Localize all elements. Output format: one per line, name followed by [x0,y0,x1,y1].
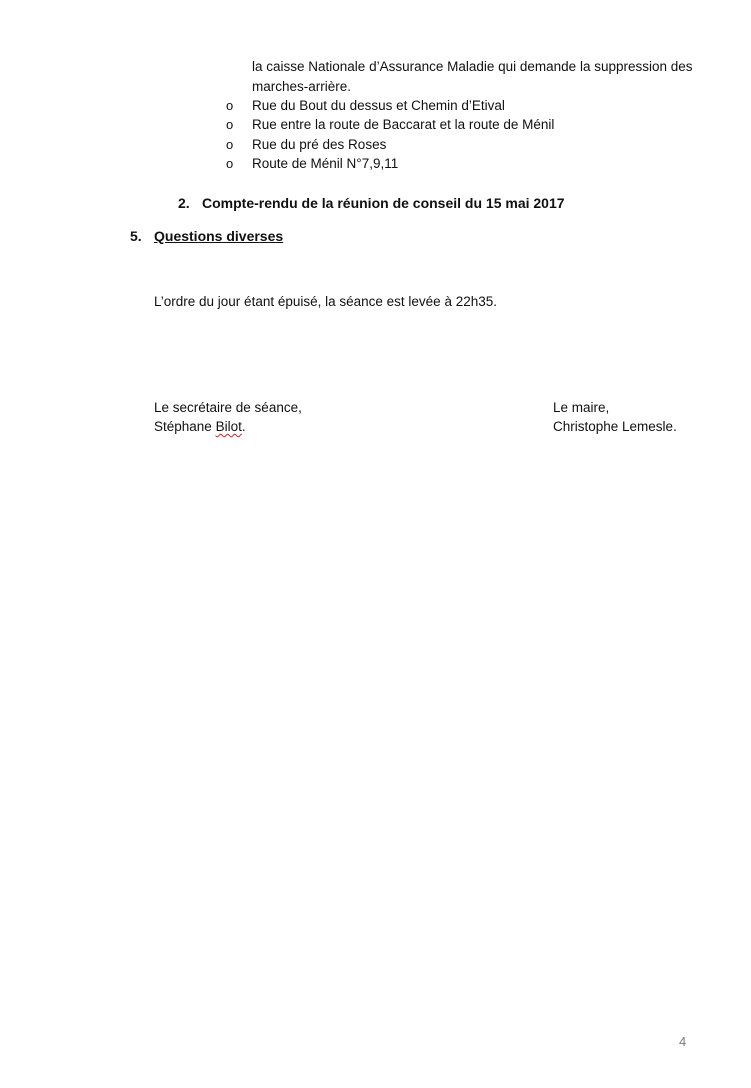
subsection-heading [178,195,565,211]
mayor-name: Christophe Lemesle. [553,419,677,434]
list-item-text: Rue du Bout du dessus et Chemin d’Etival [252,98,505,113]
list-item-text: Route de Ménil N°7,9,11 [252,156,399,171]
secretary-name-period: . [241,419,246,434]
list-item [226,156,398,171]
bullet-icon: o [226,156,234,171]
list-item [226,98,505,113]
bullet-icon: o [226,98,234,113]
secretary-first-name: Stéphane [154,419,216,434]
mayor-role: Le maire, [553,400,610,415]
list-item [226,117,554,132]
section-title: Questions diverses [154,228,284,244]
page-number: 4 [679,1034,687,1049]
bullet-icon: o [226,117,234,132]
bullet-icon: o [226,137,234,152]
list-item [226,137,386,152]
secretary-last-name: Bilot [215,419,242,434]
subsection-number: 2. [178,195,190,211]
secretary-name [154,419,246,434]
section-number: 5. [130,228,142,244]
subsection-title: Compte-rendu de la réunion de conseil du 15 mai 2017 [202,195,565,211]
list-item-text: Rue du pré des Roses [252,137,387,152]
closing-sentence: L’ordre du jour étant épuisé, la séance est levée à 22h35. [154,294,497,309]
list-item-text: Rue entre la route de Baccarat et la route de Ménil [252,117,555,132]
secretary-role: Le secrétaire de séance, [154,400,302,415]
paragraph-continuation-line-1: la caisse Nationale d’Assurance Maladie qui demande la suppression des [252,59,693,74]
section-heading [130,228,283,244]
paragraph-continuation-line-2: marches-arrière. [252,79,352,94]
